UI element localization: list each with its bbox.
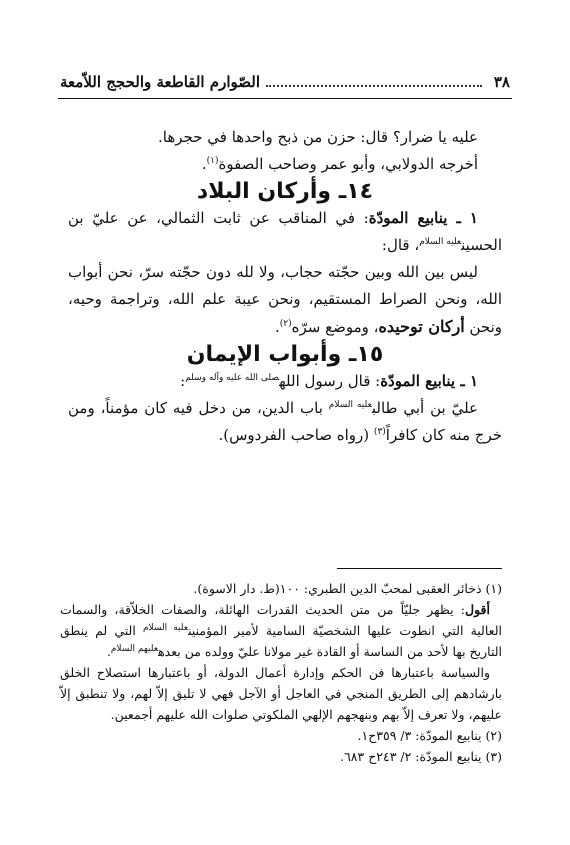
paragraph-1: عليه يا ضرار؟ قال: حزن من ذبح واحدها في حجرها. [158,128,478,146]
quote-2 [68,395,502,449]
quote-1 [68,259,502,341]
footnote-honorific-1: عليه السلام [142,622,189,633]
footnote-ref-3: (٣) [373,427,386,437]
quote-1-emphasis: أركان توحيده [378,317,465,336]
footnote-1-paragraph-2: والسياسة باعتبارها فن الحكم وإدارة أعمال الدولة، أو باعتبارها استصلاح الخلق بارشادهم إلى الطريق المنجي في العاجل أو الآجل فهي لا تليق إلاّ لهم، ولا تنطبق إلاّ عليهم، ولا تعرف إلاّ بهم وبنهجهم الإلهي الملكوتي صلوات الله عليهم أجمعين. [60,665,502,722]
header-dot-leader [266,85,482,87]
honorific-glyph-2: صلى الله عليه وآله وسلم [185,373,280,383]
footnote-comment-text: : يظهر جليّاً من متن الحديث القدرات الهائلة، والصفات الخلاّقة، والسمات العالية التي انطوت عليها الشخصيّة السامية لأمير المؤمنين [60,602,502,638]
quote-1-text-b: ، وموضع سرّه [291,318,379,336]
quote-2-text-b: باب الدين، من دخل فيه كان مؤمناً، ومن خرج منه كان كافراً [68,399,502,444]
source-line-1 [68,205,502,259]
section-heading-14: ١٤ـ وأركان البلاد [196,179,374,204]
book-title: الصّوارم القاطعة والحجج اللاّمعة [60,73,261,91]
quote-2-text-c: (رواه صاحب الفردوس). [218,426,374,444]
source-number: ١ ـ [447,209,478,227]
section-heading-15: ١٥ـ وأبواب الإيمان [186,342,384,367]
source-number-2: ١ ـ [455,372,478,390]
source-text: : في المناقب عن ثابت الثمالي، عن عليّ بن الحسين [68,209,502,254]
footnotes [60,578,502,767]
source-title: ينابيع المودّة [368,209,448,227]
honorific-glyph-3: عليه السلام [328,400,372,410]
main-text [68,124,502,449]
source-end-2: : [180,372,186,390]
footnote-comment-end: . [106,644,111,659]
page-number: ٣٨ [493,73,510,91]
footnote-1-comment [60,599,502,662]
source-line-2 [68,368,502,395]
source-title-2: ينابيع المودّة [380,372,456,390]
honorific-glyph: عليه السلام [419,237,462,247]
footnote-1: (١) ذخائر العقبى لمحبّ الدين الطبري: ١٠٠(ط. دار الاسوة). [193,581,502,596]
footnote-ref-1: (١) [206,156,219,166]
paragraph-2-end: . [201,155,207,173]
footnote-3: (٣) ينابيع المودّة: ٢/ ٢٤٣ح ٦٨٣. [340,749,502,764]
header-rule [58,98,512,99]
quote-1-text: ليس بين الله وبين حجّته حجاب، ولا لله دون حجّته سرّ، نحن أبواب الله، ونحن الصراط المستقيم، ونحن عيبة علم الله، وتراجمة وحيه، ونحن [68,263,502,336]
footnote-comment-text-b: التي لم ينطق التاريخ بها لأحد من الساسة أو القادة غير مولانا عليّ وولده من بعده [60,623,502,659]
source-text-2: : قال رسول الله [279,372,381,390]
footnote-2: (٢) ينابيع المودّة: ٣/ ٣٥٩ح١. [357,728,502,743]
quote-1-end: . [275,318,280,336]
footnote-comment-label: أقول [465,602,490,617]
paragraph-2-text: أخرجه الدولابي، وأبو عمر وصاحب الصفوة [218,155,478,173]
quote-2-text: عليّ بن أبي طالب [371,399,478,417]
footnote-ref-2: (٢) [279,319,292,329]
running-header [60,70,510,94]
footnote-separator [337,568,502,569]
paragraph-2 [68,151,502,178]
source-end: ، قال: [381,236,420,254]
footnote-honorific-2: عليهم السلام [110,643,159,654]
